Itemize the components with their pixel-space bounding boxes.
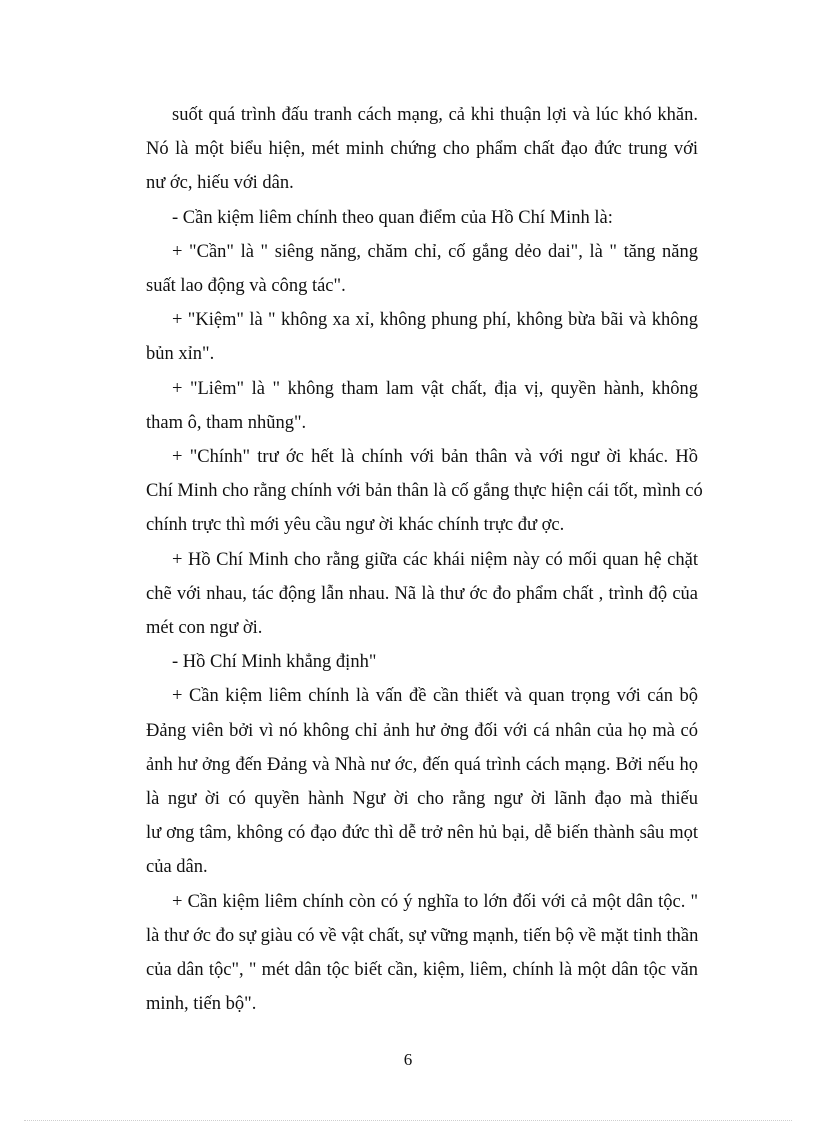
page-number: 6 [403, 1050, 413, 1069]
page-bottom-divider [24, 1120, 792, 1121]
text-line: + "Liêm" là " không tham lam vật chất, địa vị, quyền hành, không [172, 378, 698, 399]
text-line: bủn xỉn". [146, 344, 215, 365]
text-line: + "Kiệm" là " không xa xỉ, không phung phí, không bừa bãi và không [172, 310, 698, 331]
text-line: mét con ngư ời. [146, 618, 263, 639]
text-line: + "Cần" là " siêng năng, chăm chỉ, cố gắng dẻo dai", là " tăng năng [172, 241, 698, 262]
text-line: Đảng viên bởi vì nó không chỉ ảnh hư ởng đối với cá nhân của họ mà có [146, 720, 698, 741]
text-line: chính trực thì mới yêu cầu ngư ời khác chính trực đư ợc. [146, 515, 565, 536]
text-line: - Cần kiệm liêm chính theo quan điểm của Hồ Chí Minh là: [172, 207, 613, 228]
text-line: tham ô, tham nhũng". [146, 412, 307, 433]
text-line: suốt quá trình đấu tranh cách mạng, cả khi thuận lợi và lúc khó khăn. [172, 105, 698, 125]
body-text [146, 98, 703, 1021]
text-line: nư ớc, hiếu với dân. [146, 173, 294, 194]
text-line: + Cần kiệm liêm chính là vấn đề cần thiết và quan trọng với cán bộ [172, 686, 698, 707]
text-line: suất lao động và công tác". [146, 276, 346, 297]
text-line: của dân tộc", " mét dân tộc biết cần, kiệm, liêm, chính là một dân tộc văn [146, 960, 698, 981]
text-line: + Hồ Chí Minh cho rằng giữa các khái niệm này có mối quan hệ chặt [172, 549, 698, 570]
text-line: của dân. [146, 857, 208, 878]
text-line: Chí Minh cho rằng chính với bản thân là cố gắng thực hiện cái tốt, mình có [146, 481, 703, 502]
text-line: + Cần kiệm liêm chính còn có ý nghĩa to lớn đối với cả một dân tộc. " [172, 891, 698, 912]
text-line: + "Chính" trư ớc hết là chính với bản thân và với ngư ời khác. Hồ [172, 447, 698, 468]
text-line: là ngư ời có quyền hành Ngư ời cho rằng ngư ời lãnh đạo mà thiếu [146, 789, 698, 810]
text-line: chẽ với nhau, tác động lẫn nhau. Nã là thư ớc đo phẩm chất , trình độ của [146, 583, 698, 604]
text-line: là thư ớc đo sự giàu có về vật chất, sự vững mạnh, tiến bộ về mặt tinh thần [146, 925, 699, 946]
text-line: lư ơng tâm, không có đạo đức thì dễ trở nên hủ bại, dễ biến thành sâu mọt [146, 823, 698, 844]
text-line: minh, tiến bộ". [146, 994, 257, 1015]
text-line: ảnh hư ởng đến Đảng và Nhà nư ớc, đến quá trình cách mạng. Bởi nếu họ [146, 754, 698, 775]
text-line: Nó là một biểu hiện, mét minh chứng cho phẩm chất đạo đức trung với [146, 139, 698, 160]
text-line: - Hồ Chí Minh khẳng định" [172, 652, 377, 673]
